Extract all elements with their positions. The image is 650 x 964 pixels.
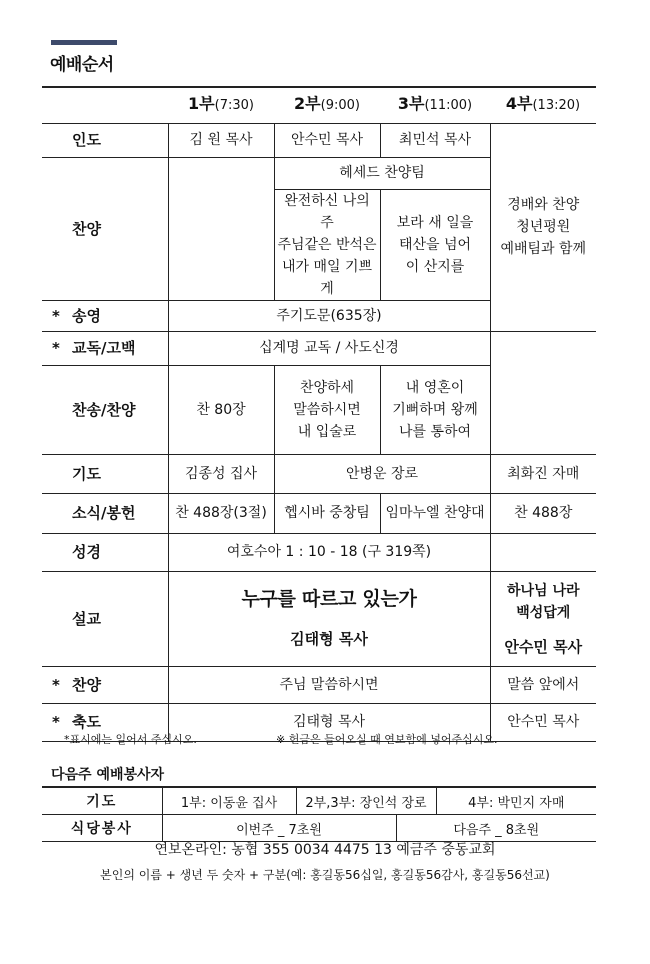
online-giving-info: 연보온라인: 농협 355 0034 4475 13 예금주 중동교회 [154, 842, 496, 858]
next-week-title: 다음주 예배봉사자 [51, 767, 165, 783]
giving-instruction: 본인의 이름 + 생년 두 숫자 + 구분(예: 홍길동56십일, 홍길동56감사, 홍길동56선교) [100, 868, 550, 882]
response-s4-cell: 말씀 앞에서 [490, 666, 596, 703]
service-3-header [380, 87, 490, 123]
section-title: 예배순서 [50, 55, 114, 75]
header-spacer [42, 87, 168, 123]
confession-cell: 십계명 교독 / 사도신경 [168, 331, 490, 365]
sermon-row [42, 571, 596, 666]
offering-row [42, 493, 596, 533]
prayer-row [42, 454, 596, 493]
benediction-s4-cell: 안수민 목사 [490, 703, 596, 741]
row-label: * 교독/고백 [42, 331, 168, 365]
line: 하나님 나라 [507, 582, 580, 599]
line: 나를 통하여 [398, 423, 472, 440]
scripture-s4-cell [490, 533, 596, 571]
cell-s3: 최민석 목사 [380, 123, 490, 157]
sermon-s4-cell [490, 571, 596, 666]
kitchen-this-week: 이번주 _ 7초원 [162, 815, 396, 842]
service-1-header [168, 87, 274, 123]
row-label: 찬송/찬양 [42, 365, 168, 454]
confession-s4-cell [490, 331, 596, 454]
line: 내 입술로 [297, 423, 357, 440]
scripture-row [42, 533, 596, 571]
sermon-preacher: 김태형 목사 [290, 629, 368, 648]
line: 예배팀과 함께 [500, 241, 587, 257]
service-time: (7:30) [214, 98, 254, 114]
next-prayer-s23: 2부,3부: 장인석 장로 [296, 787, 436, 815]
row-label: * 송영 [42, 300, 168, 331]
cell-s1: 김 원 목사 [168, 123, 274, 157]
line: 완전하신 나의 주 [284, 192, 370, 231]
row-label: 기도 [42, 787, 162, 815]
hymn-cell: 주기도문(635장) [168, 300, 490, 331]
praise-s3-cell [380, 189, 490, 300]
sermon-title: 누구를 따르고 있는가 [241, 587, 417, 610]
next-prayer-row [42, 787, 596, 815]
praise-s2-cell [274, 189, 380, 300]
service-name: 2부 [294, 94, 321, 114]
confession-row [42, 331, 596, 365]
line: 태산을 넘어 [398, 236, 472, 253]
choir-s1-cell: 찬 80장 [168, 365, 274, 454]
praise-team-cell: 헤세드 찬양팀 [274, 157, 490, 189]
line: 청년평원 [516, 219, 571, 235]
line: 찬양하세 [299, 379, 355, 396]
kitchen-next-week: 다음주 _ 8초원 [396, 815, 596, 842]
line: 주님같은 반석은 [277, 236, 377, 253]
service-name: 3부 [397, 94, 425, 114]
line: 백성답게 [516, 604, 571, 621]
response-row [42, 666, 596, 703]
sermon-cell [168, 571, 490, 666]
invocation-row [42, 123, 596, 157]
row-label: 찬양 [42, 157, 168, 300]
praise-s4-cell [490, 123, 596, 331]
prayer-s4-cell: 최화진 자매 [490, 454, 596, 493]
row-label: 설교 [42, 571, 168, 666]
line: 내 영혼이 [405, 379, 465, 396]
line: 말씀하시면 [293, 401, 361, 418]
worship-order-table [42, 86, 596, 742]
line: 기뻐하며 왕께 [392, 401, 478, 418]
service-name: 1부 [188, 94, 215, 114]
row-label: 기도 [42, 454, 168, 493]
service-time: (9:00) [320, 98, 360, 114]
next-week-servers-table [42, 786, 596, 842]
row-label: * 찬양 [42, 666, 168, 703]
title-accent-bar [51, 40, 117, 45]
offering-s1-cell: 찬 488장(3절) [168, 493, 274, 533]
choir-s3-cell [380, 365, 490, 454]
service-time: (13:20) [532, 98, 581, 114]
row-label: 소식/봉헌 [42, 493, 168, 533]
service-2-header [274, 87, 380, 123]
service-4-header [490, 87, 596, 123]
offering-s2-cell: 헵시바 중창팀 [274, 493, 380, 533]
scripture-cell: 여호수아 1 : 10 - 18 (구 319쪽) [168, 533, 490, 571]
kitchen-row [42, 815, 596, 842]
row-label: 식당봉사 [42, 815, 162, 842]
choir-s2-cell [274, 365, 380, 454]
line: 내가 매일 기쁘게 [281, 258, 373, 297]
prayer-s1-cell: 김종성 집사 [168, 454, 274, 493]
line: 보라 새 일을 [396, 214, 474, 231]
praise-s1-cell [168, 157, 274, 300]
row-label: 성경 [42, 533, 168, 571]
prayer-s23-cell: 안병운 장로 [274, 454, 490, 493]
benediction-cell: 김태형 목사 [168, 703, 490, 741]
line: 이 산지를 [405, 258, 465, 275]
stand-note: *표시에는 일어서 주십시오. [64, 733, 197, 746]
service-header-row [42, 87, 596, 123]
offering-note: ※ 헌금은 들어오실 때 연보함에 넣어주십시오. [276, 733, 498, 746]
cell-s2: 안수민 목사 [274, 123, 380, 157]
sermon-s4-preacher: 안수민 목사 [504, 637, 583, 656]
line: 경배와 찬양 [507, 197, 580, 213]
row-label: * 축도 [42, 703, 168, 741]
next-prayer-s1: 1부: 이동윤 집사 [162, 787, 296, 815]
row-label: 인도 [42, 123, 168, 157]
offering-s4-cell: 찬 488장 [490, 493, 596, 533]
next-prayer-s4: 4부: 박민지 자매 [436, 787, 596, 815]
response-cell: 주님 말씀하시면 [168, 666, 490, 703]
service-name: 4부 [505, 94, 533, 114]
offering-s3-cell: 임마누엘 찬양대 [380, 493, 490, 533]
service-time: (11:00) [424, 98, 473, 114]
